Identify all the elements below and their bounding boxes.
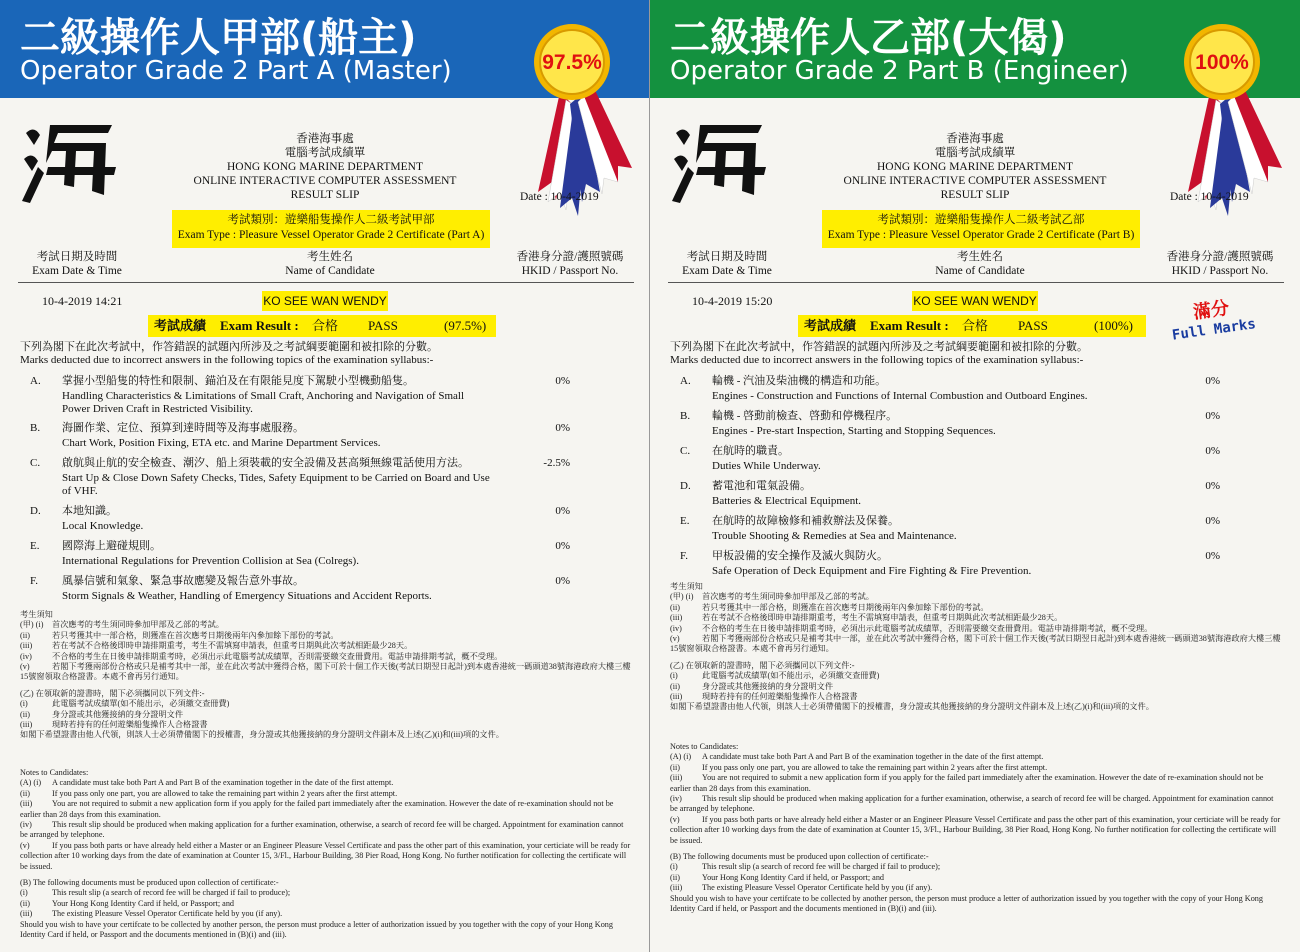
note-index: (iv) [20,820,32,830]
banner-title-en: Operator Grade 2 Part A (Master) [20,56,452,86]
note-row [670,862,1282,872]
note-row [20,768,632,778]
topic-deduction: 0% [555,575,570,587]
topic-zh: 海圖作業、定位、預算到達時間等及海事處服務。 [62,422,304,434]
result-percentage: (97.5%) [444,318,487,333]
topic-deduction: 0% [1205,375,1220,387]
topic-zh: 在航時的故障檢修和補救辦法及保養。 [712,515,899,527]
note-index: (甲) (i) [20,620,44,630]
note-index: (iii) [670,692,683,702]
note-row [20,662,632,683]
result-value-zh: 合格 [962,318,989,333]
note-text: 不合格的考生在日後申請排期重考時，必須出示此電腦考試成績單，否則需要繳交查冊費用。電話申請排期考試，概不受理。 [52,651,503,661]
note-row [20,888,632,898]
topic-zh: 輪機 - 汽油及柴油機的構造和功能。 [712,375,887,387]
column-hkid [495,250,645,278]
slip-date: Date : 10-4-2019 [1170,191,1249,203]
divider [668,282,1284,283]
topic-letter: B. [30,422,41,434]
note-row [670,794,1282,815]
note-index: (iii) [670,613,683,623]
note-text: The existing Pleasure Vessel Operator Certificate held by you (if any). [52,909,283,919]
topic-row [0,454,650,502]
exam-type-en: Exam Type : Pleasure Vessel Operator Grade 2 Certificate (Part B) [827,229,1135,241]
column-label-en: Exam Date & Time [682,265,772,277]
header-en-3: RESULT SLIP [940,189,1010,201]
note-row [670,873,1282,883]
note-index: (i) [20,888,28,898]
topic-zh: 風暴信號和氣象、緊急事故應變及報告意外事故。 [62,575,304,587]
result-label-zh: 考試成績 [154,318,207,333]
note-text: This result slip (a search of record fee will be charged if fail to produce); [52,888,291,898]
topic-row [650,442,1300,477]
badge-score: 97.5% [542,51,602,74]
note-row [670,624,1282,634]
note-row [20,699,632,709]
note-index: (ii) [670,762,681,772]
column-label-zh: 考試日期及時間 [36,251,118,263]
note-row [670,682,1282,692]
note-text: 身分證或其他獲接納的身分證明文件 [702,681,834,691]
banner-title-zh: 二級操作人乙部(大偈) [670,15,1067,61]
banner-title-en: Operator Grade 2 Part B (Engineer) [670,56,1129,86]
slip-date: Date : 10-4-2019 [520,191,599,203]
topic-en: Local Knowledge. [62,520,144,532]
topic-row [0,502,650,537]
deduction-intro [670,341,1280,367]
note-index: (ii) [20,898,31,908]
note-row [670,773,1282,794]
topic-letter: D. [680,480,691,492]
topic-en: International Regulations for Prevention Collision at Sea (Colregs). [62,555,359,567]
note-index: (ii) [670,681,681,691]
topic-deduction: 0% [1205,480,1220,492]
note-text: If you pass both parts or have already held either a Master or an Engineer Pleasure Vessel Certificate and pass the other part of this examination, your certiciate will be ready for collection after 10 working days from the date of examination at Counter 15, 3/Fl., Harbour Building, 38 Pier Road, Hong Kong. No further notification for collecting the certificate will be issued. [20,840,631,871]
note-text: 現時若持有的任何遊樂船隻操作人合格證書 [52,720,208,730]
note-row [670,661,1282,671]
note-text: 若只考獲其中一部合格，則獲准在首次應考日期後兩年內參加餘下部份的考試。 [702,602,989,612]
topic-en: Start Up & Close Down Safety Checks, Tides, Safety Equipment to be Carried on Board and Use of VHF. [62,472,490,497]
note-row [20,710,632,720]
topic-letter: B. [680,410,691,422]
note-row [20,689,632,699]
topic-deduction: 0% [555,375,570,387]
note-row [20,610,632,620]
note-text: This result slip should be produced when making application for a further examination, otherwise, a search of record fee will be charged. Appointment for examination cannot be arranged by telephone. [20,820,624,840]
topic-en: Duties While Underway. [712,460,821,472]
note-index: (ii) [20,630,31,640]
topic-row [650,477,1300,512]
topic-en: Trouble Shooting & Remedies at Sea and Maintenance. [712,530,957,542]
topic-zh: 在航時的職責。 [712,445,789,457]
note-text: A candidate must take both Part A and Part B of the examination together in the date of the first attempt. [702,752,1044,762]
result-label-zh: 考試成績 [804,318,857,333]
header-zh-1: 香港海事處 [296,133,354,145]
note-row [20,620,632,630]
note-row [20,730,632,740]
topic-row [0,537,650,572]
note-index: (ii) [20,709,31,719]
note-index: (iii) [20,799,33,809]
note-text: A candidate must take both Part A and Part B of the examination together in the date of the first attempt. [52,778,394,788]
topic-row [0,372,650,419]
note-text: Your Hong Kong Identity Card if held, or Passport; and [52,898,235,908]
note-index: 如閣下希望證書由他人代領，則該人士必須帶備閣下的授權書，身分證或其他獲接納的身分證明文件副本及上述(乙)(i)和(iii)項的文件。 [20,730,504,740]
slip-header [765,132,1185,202]
topic-zh: 國際海上避碰規則。 [62,540,161,552]
topic-en: Engines - Construction and Functions of Internal Combustion and Outboard Engines. [712,390,1088,402]
topic-list [650,372,1300,582]
column-exam-date [22,250,132,278]
topic-letter: F. [30,575,38,587]
note-text: 若閣下考獲兩部份合格或只是補考其中一部，並在此次考試中獲得合格，閣下可於十個工作天後(考試日期翌日起計)到本處香港統一碼頭道38號海港政府大樓三樓15號窗領取合格證書。本處不會再另行通知。 [670,634,1281,654]
note-text: Your Hong Kong Identity Card if held, or Passport; and [702,872,885,882]
header-en-2: ONLINE INTERACTIVE COMPUTER ASSESSMENT [843,175,1107,187]
topic-zh: 甲板設備的安全操作及滅火與防火。 [712,550,888,562]
note-index: 考生須知 [670,582,703,591]
note-text: This result slip (a search of record fee will be charged if fail to produce); [702,862,941,872]
topic-list [0,372,650,607]
note-row [670,634,1282,655]
column-exam-date [672,250,782,278]
topic-en: Batteries & Electrical Equipment. [712,495,862,507]
exam-type [822,210,1140,248]
notes-zh [670,582,1282,713]
note-index: (iv) [20,651,32,661]
badge-score: 100% [1195,51,1249,74]
exam-datetime: 10-4-2019 15:20 [692,294,773,308]
note-index: (ii) [670,872,681,882]
header-zh-1: 香港海事處 [946,133,1004,145]
result-slip-part-b [650,0,1300,952]
note-text: 現時若持有的任何遊樂船隻操作人合格證書 [702,692,858,702]
note-row [670,603,1282,613]
note-text: 若在考試不合格後即時申請排期重考，考生不需填寫申請表，但重考日期與此次考試相距最少28天。 [702,613,1063,623]
header-zh-2: 電腦考試成績單 [284,147,366,159]
topic-deduction: 0% [1205,550,1220,562]
full-marks-zh: 滿分 [1191,297,1231,324]
note-row [20,720,632,730]
note-index: (iii) [20,720,33,730]
topic-letter: D. [30,505,41,517]
note-text: If you pass only one part, you are allowed to take the remaining part within 2 years after the first attempt. [52,788,398,798]
note-index: (i) [670,671,678,681]
full-marks-stamp [1167,290,1256,343]
exam-type-zh: 考試類別：遊樂船隻操作人二級考試乙部 [877,214,1085,226]
note-text: 若在考試不合格後即時申請排期重考，考生不需填寫申請表，但重考日期與此次考試相距最少28天。 [52,641,413,651]
note-index: 如閣下希望證書由他人代領，則該人士必須帶備閣下的授權書，身分證或其他獲接納的身分證明文件副本及上述(乙)(i)和(iii)項的文件。 [670,702,1154,712]
note-index: 考生須知 [20,610,53,619]
result-value-zh: 合格 [312,318,339,333]
column-hkid [1145,250,1295,278]
topic-deduction: 0% [555,422,570,434]
topic-zh: 蓄電池和電氣設備。 [712,480,811,492]
topic-deduction: -2.5% [543,457,570,469]
note-row [20,652,632,662]
notes-en [670,742,1282,915]
column-label-zh: 考試日期及時間 [686,251,768,263]
intro-en: Marks deducted due to incorrect answers in the following topics of the examination syllabus:- [20,354,434,366]
note-row [20,878,632,888]
note-index: (iii) [20,641,33,651]
topic-en: Safe Operation of Deck Equipment and Fire Fighting & Fire Prevention. [712,565,1032,577]
result-label-en: Exam Result : [870,318,949,333]
topic-row [650,547,1300,582]
column-label-en: Name of Candidate [935,265,1025,277]
note-row [20,631,632,641]
column-label-zh: 考生姓名 [957,251,1003,263]
topic-deduction: 0% [1205,445,1220,457]
note-row [670,671,1282,681]
note-row [670,742,1282,752]
note-index: Notes to Candidates: [20,768,89,777]
intro-zh: 下列為閣下在此次考試中，作答錯誤的試題內所涉及之考試綱要範圍和被扣除的分數。 [670,341,1088,353]
column-label-en: Name of Candidate [285,265,375,277]
topic-row [650,512,1300,547]
note-text: If you pass only one part, you are allowed to take the remaining part within 2 years after the first attempt. [702,762,1048,772]
note-index: Should you wish to have your certifcate to be collected by another person, the person must produce a letter of authorization issued by you together with the copy of your Hong Kong Identity Card if held, or Passport and the documents mentioned in (B)(i) and (iii). [20,919,613,940]
result-value-en: PASS [368,318,398,333]
notes-en [20,768,632,941]
column-candidate [250,250,410,278]
banner-title-zh: 二級操作人甲部(船主) [20,15,417,61]
note-row [20,778,632,788]
slip-header [115,132,535,202]
exam-type-zh: 考試類別：遊樂船隻操作人二級考試甲部 [227,214,435,226]
divider [18,282,634,283]
note-row [670,582,1282,592]
note-text: 此電腦考試成績單(如不能出示，必須繳交查冊費) [702,671,880,681]
note-row [670,702,1282,712]
topic-letter: C. [30,457,41,469]
note-row [20,920,632,941]
topic-deduction: 0% [555,505,570,517]
note-row [20,641,632,651]
note-index: (B) The following documents must be produced upon collection of certificate:- [20,878,279,888]
topic-letter: F. [680,550,688,562]
note-text: You are not required to submit a new application form if you apply for the failed part immediately after the examination. However the date of re-examination should not be earlier than 28 days from this examination. [20,799,614,819]
topic-letter: A. [30,375,41,387]
note-row [670,752,1282,762]
topic-zh: 掌握小型船隻的特性和限制、錨泊及在有限能見度下駕駛小型機動船隻。 [62,375,414,387]
note-row [670,763,1282,773]
topic-letter: A. [680,375,691,387]
exam-type [172,210,490,248]
note-text: 首次應考的考生須同時參加甲部及乙部的考試。 [52,620,224,630]
note-index: (i) [670,862,678,872]
note-row [670,852,1282,862]
topic-letter: E. [30,540,40,552]
note-index: (A) (i) [670,752,692,762]
column-label-en: HKID / Passport No. [1171,265,1269,277]
note-index: (v) [20,840,30,850]
marine-department-logo [670,115,770,205]
note-index: (v) [670,814,680,824]
topic-letter: C. [680,445,691,457]
note-index: (v) [20,662,30,672]
note-row [20,909,632,919]
topic-row [0,572,650,607]
note-text: This result slip should be produced when making application for a further examination, otherwise, a search of record fee will be charged. Appointment for examination cannot be arranged by telephone. [670,794,1274,814]
header-en-1: HONG KONG MARINE DEPARTMENT [227,161,423,173]
topic-deduction: 0% [1205,515,1220,527]
note-text: 此電腦考試成績單(如不能出示，必須繳交查冊費) [52,699,230,709]
topic-deduction: 0% [1205,410,1220,422]
note-text: 不合格的考生在日後申請排期重考時，必須出示此電腦考試成績單，否則需要繳交查冊費用。電話申請排期考試，概不受理。 [702,623,1153,633]
note-index: (B) The following documents must be produced upon collection of certificate:- [670,852,929,862]
topic-letter: E. [680,515,690,527]
note-text: 身分證或其他獲接納的身分證明文件 [52,709,184,719]
note-row [670,613,1282,623]
topic-row [0,419,650,454]
note-row [670,815,1282,846]
note-index: (iv) [670,623,682,633]
note-row [20,789,632,799]
column-label-zh: 香港身分證/護照號碼 [1166,251,1274,263]
header-en-2: ONLINE INTERACTIVE COMPUTER ASSESSMENT [193,175,457,187]
note-index: (甲) (i) [670,592,694,602]
intro-zh: 下列為閣下在此次考試中，作答錯誤的試題內所涉及之考試綱要範圍和被扣除的分數。 [20,341,438,353]
column-label-en: HKID / Passport No. [521,265,619,277]
note-index: Should you wish to have your certifcate to be collected by another person, the person must produce a letter of authorization issued by you together with the copy of your Hong Kong Identity Card if held, or Passport and the documents mentioned in (B)(i) and (iii). [670,893,1263,914]
result-percentage: (100%) [1094,318,1133,333]
note-row [20,899,632,909]
note-text: If you pass both parts or have already held either a Master or an Engineer Pleasure Vessel Certificate and pass the other part of this examination, your certiciate will be ready for collection after 10 working days from the date of examination at Counter 15, 3/Fl., Harbour Building, 38 Pier Road, Hong Kong. No further notification for collecting the certificate will be issued. [670,814,1281,845]
result-label-en: Exam Result : [220,318,299,333]
topic-zh: 本地知識。 [62,505,117,517]
topic-en: Engines - Pre-start Inspection, Starting and Stopping Sequences. [712,425,996,437]
notes-zh [20,610,632,741]
exam-result [798,315,1146,337]
exam-datetime: 10-4-2019 14:21 [42,294,123,308]
note-row [670,883,1282,893]
candidate-name: KO SEE WAN WENDY [912,291,1038,311]
topic-zh: 輪機 - 啓動前檢查、啓動和停機程序。 [712,410,898,422]
note-index: (ii) [20,788,31,798]
marine-department-logo [20,115,120,205]
header-en-1: HONG KONG MARINE DEPARTMENT [877,161,1073,173]
note-index: (iv) [670,794,682,804]
note-index: (iii) [670,773,683,783]
candidate-name: KO SEE WAN WENDY [262,291,388,311]
column-label-en: Exam Date & Time [32,265,122,277]
column-candidate [900,250,1060,278]
note-row [670,592,1282,602]
intro-en: Marks deducted due to incorrect answers in the following topics of the examination syllabus:- [670,354,1084,366]
header-zh-2: 電腦考試成績單 [934,147,1016,159]
topic-en: Chart Work, Position Fixing, ETA etc. and Marine Department Services. [62,437,381,449]
note-index: (i) [20,699,28,709]
note-text: You are not required to submit a new application form if you apply for the failed part immediately after the examination. However the date of re-examination should not be earlier than 28 days from this examination. [670,773,1264,793]
note-row [670,692,1282,702]
column-label-zh: 考生姓名 [307,251,353,263]
column-label-zh: 香港身分證/護照號碼 [516,251,624,263]
result-value-en: PASS [1018,318,1048,333]
header-en-3: RESULT SLIP [290,189,360,201]
exam-result [148,315,496,337]
deduction-intro [20,341,630,367]
topic-zh: 啟航與止航的安全檢查、潮汐、船上須裝載的安全設備及甚高頻無線電話使用方法。 [62,457,469,469]
note-index: (乙) 在領取新的證書時，閣下必須攜同以下列文件:- [20,688,205,698]
note-index: (ii) [670,602,681,612]
topic-en: Storm Signals & Weather, Handling of Emergency Situations and Accident Reports. [62,590,432,602]
note-index: (v) [670,634,680,644]
note-row [20,820,632,841]
topic-en: Handling Characteristics & Limitations of Small Craft, Anchoring and Navigation of Small Power Driven Craft in Restricted Visibility. [62,390,465,415]
note-row [20,799,632,820]
note-text: 若只考獲其中一部合格，則獲准在首次應考日期後兩年內參加餘下部份的考試。 [52,630,339,640]
note-row [670,894,1282,915]
note-text: The existing Pleasure Vessel Operator Certificate held by you (if any). [702,883,933,893]
note-text: 若閣下考獲兩部份合格或只是補考其中一部，並在此次考試中獲得合格，閣下可於十個工作天後(考試日期翌日起計)到本處香港統一碼頭道38號海港政府大樓三樓15號窗領取合格證書。本處不會再另行通知。 [20,662,631,682]
topic-deduction: 0% [555,540,570,552]
note-index: (iii) [20,909,33,919]
note-row [20,841,632,872]
note-index: (乙) 在領取新的證書時，閣下必須攜同以下列文件:- [670,660,855,670]
note-text: 首次應考的考生須同時參加甲部及乙部的考試。 [702,592,874,602]
exam-type-en: Exam Type : Pleasure Vessel Operator Grade 2 Certificate (Part A) [177,229,485,241]
note-index: Notes to Candidates: [670,742,739,751]
topic-row [650,407,1300,442]
topic-row [650,372,1300,407]
note-index: (iii) [670,883,683,893]
note-index: (A) (i) [20,778,42,788]
full-marks-en: Full Marks [1171,316,1257,344]
